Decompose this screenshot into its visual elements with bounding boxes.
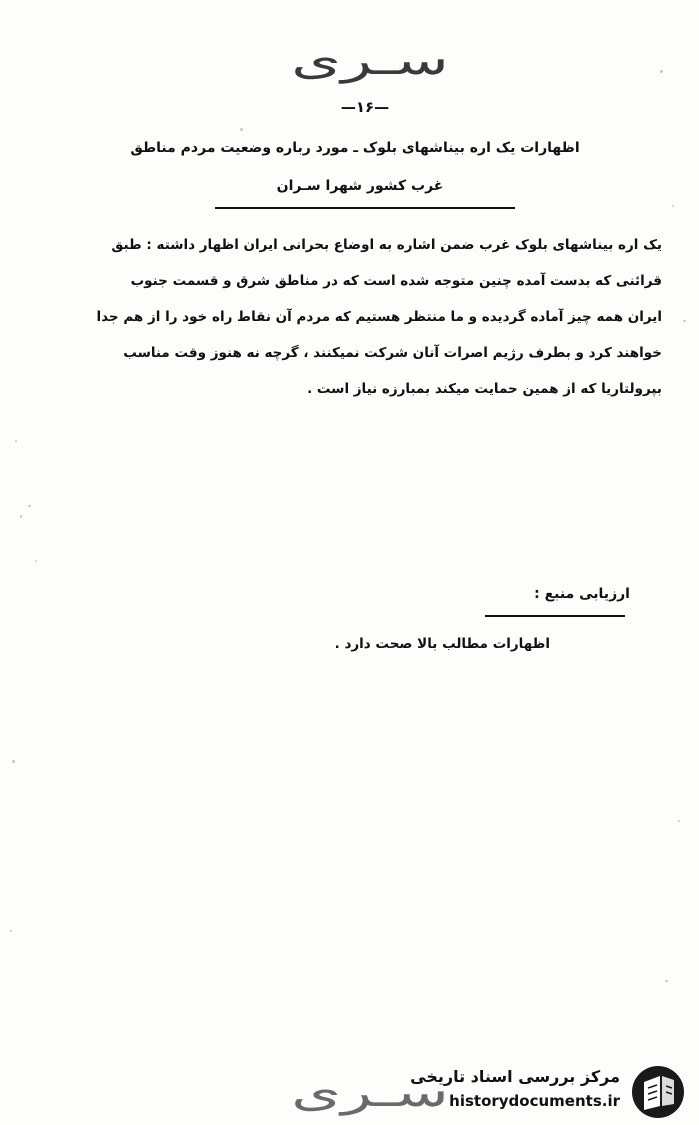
scan-speck <box>660 70 663 73</box>
scan-speck <box>15 440 17 442</box>
body-line: یک اره بیناشهای بلوک غرب ضمن اشاره به اوضاع بحرانی ایران اظهار داشته : طبق <box>111 237 662 253</box>
scan-speck <box>665 980 668 982</box>
watermark-org-name: مرکز بررسی اسناد تاریخی <box>410 1067 620 1086</box>
document-subheading: غرب کشور شهرا سـران <box>276 178 444 194</box>
body-line: خواهند کرد و بطرف رژیم اصرات آنان شرکت نمیکنند ، گرچه نه هنوز وقت مناسب <box>123 345 662 361</box>
page-number: —۱۶— <box>340 98 390 116</box>
document-archive-logo-icon <box>630 1064 686 1120</box>
watermark <box>405 1062 690 1118</box>
scan-speck <box>20 515 22 518</box>
scan-speck <box>28 505 31 507</box>
classification-mark-top: سـری <box>291 38 449 84</box>
scan-speck <box>35 560 37 562</box>
subheading-underline <box>215 207 515 209</box>
body-line: قرائنی که بدست آمده چنین متوجه شده است که در مناطق شرق و قسمت جنوب <box>130 273 662 289</box>
source-assessment-label: ارزیابی منبع : <box>534 586 630 602</box>
assessment-underline <box>485 615 625 617</box>
classification-mark-bottom: سـری <box>291 1070 449 1116</box>
scan-speck <box>678 820 680 822</box>
watermark-url: historydocuments.ir <box>449 1092 620 1110</box>
source-assessment-text: اظهارات مطالب بالا صحت دارد . <box>334 636 550 652</box>
scan-speck <box>240 128 243 131</box>
scan-speck <box>672 205 674 207</box>
scan-speck <box>683 320 686 322</box>
body-line: ایران همه چیز آماده گردیده و ما منتظر هستیم که مردم آن نقاط راه خود را از هم جدا <box>96 309 662 325</box>
body-text <box>42 227 662 407</box>
scan-speck <box>10 930 12 932</box>
body-line: بپرولتاریا که از همین حمایت میکند بمبارزه نیاز است . <box>307 381 662 397</box>
document-heading: اظهارات یک اره بیناشهای بلوک ـ مورد رباره وضعیت مردم مناطق <box>130 140 580 156</box>
scan-speck <box>12 760 15 763</box>
